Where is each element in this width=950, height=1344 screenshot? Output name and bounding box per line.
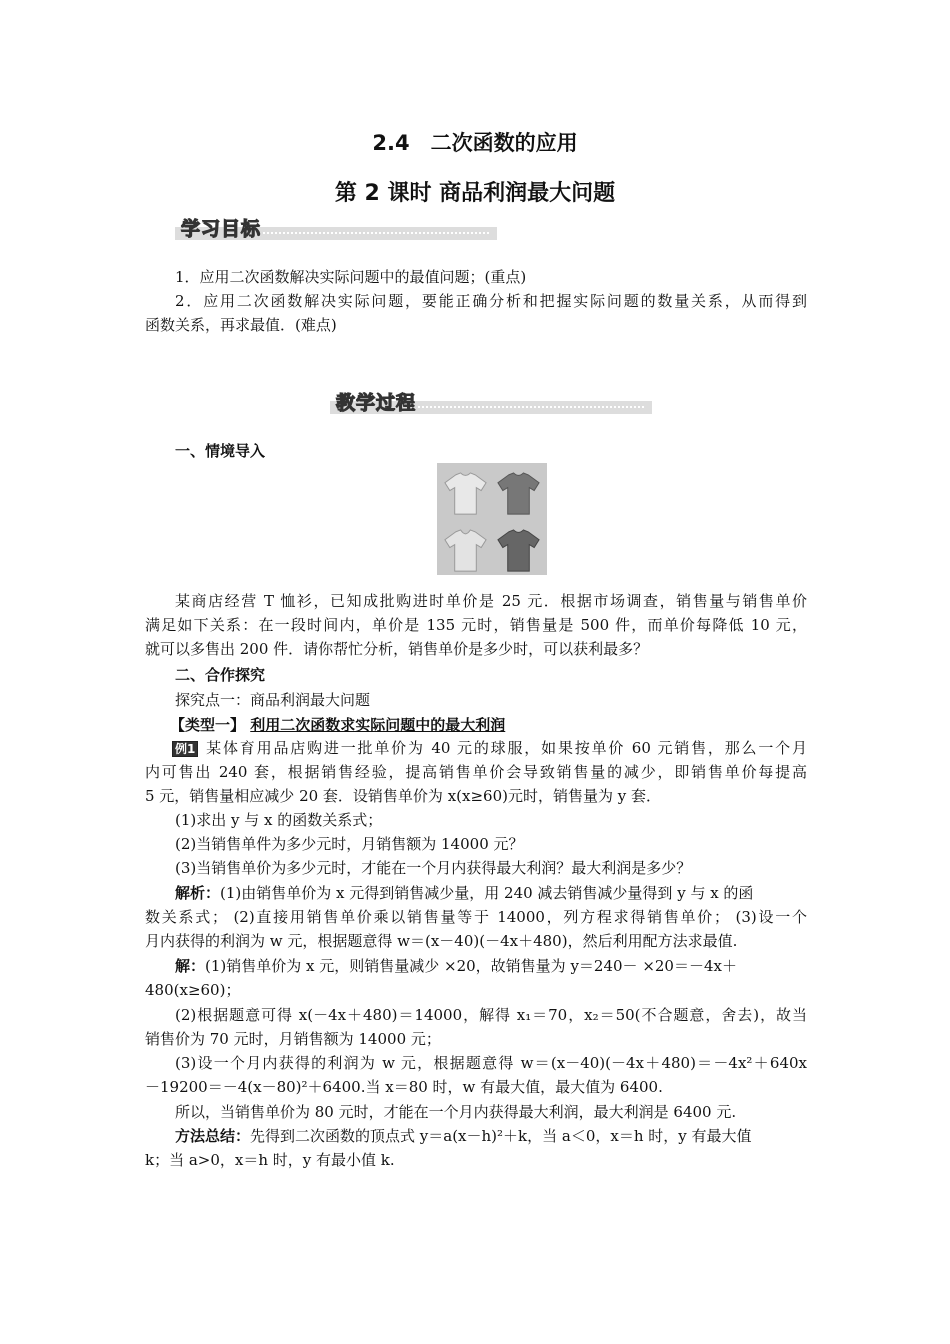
goal-1: 1．应用二次函数解决实际问题中的最值问题；(重点): [175, 268, 527, 286]
question-3: (3)当销售单价为多少元时，才能在一个月内获得最大利润？最大利润是多少？: [175, 859, 692, 877]
tshirt-light-icon: [441, 467, 490, 520]
tshirt-dark-icon: [494, 467, 543, 520]
process-banner-label: 教学过程: [336, 392, 417, 414]
goal-2: 2．应用二次函数解决实际问题，要能正确分析和把握实际问题的数量关系，从而得到: [175, 292, 807, 310]
solution-line: (3)设一个月内获得的利润为 w 元，根据题意得 w＝(x－40)(－4x＋480)＝－4x²＋640x: [175, 1054, 807, 1072]
type-title: 利用二次函数求实际问题中的最大利润: [250, 716, 506, 734]
question-1: (1)求出 y 与 x 的函数关系式；: [175, 811, 383, 829]
example-line: 5 元，销售量相应减少 20 套．设销售单价为 x(x≥60)元时，销售量为 y 套．: [145, 787, 661, 805]
solution-line: 销售价为 70 元时，月销售额为 14000 元；: [145, 1030, 441, 1048]
section-heading-explore: 二、合作探究: [175, 666, 266, 684]
solution-conclusion: 所以，当销售单价为 80 元时，才能在一个月内获得最大利润，最大利润是 6400 元.: [175, 1103, 737, 1121]
question-2: (2)当销售单件为多少元时，月销售额为 14000 元？: [175, 835, 524, 853]
summary-text: 先得到二次函数的顶点式 y＝a(x－h)²＋k，当 a＜0，x＝h 时，y 有最大值: [250, 1127, 752, 1145]
type-label: 【类型一】: [170, 716, 246, 734]
summary-line: k；当 a>0，x＝h 时，y 有最小值 k.: [145, 1151, 395, 1169]
solution-line: (2)根据题意可得 x(－4x＋480)＝14000，解得 x₁＝70，x₂＝50(不合题意，舍去)，故当: [175, 1006, 807, 1024]
analysis-line: 数关系式； (2)直接用销售单价乘以销售量等于 14000，列方程求得销售单价； (3)设一个: [145, 908, 807, 926]
banner-dots: [418, 406, 644, 408]
intro-line: 某商店经营 T 恤衫，已知成批购进时单价是 25 元．根据市场调查，销售量与销售单价: [175, 592, 807, 610]
tshirt-dark-icon: [494, 524, 543, 577]
lesson-title: 第 2 课时 商品利润最大问题: [334, 181, 616, 206]
summary-line: [175, 1126, 807, 1146]
goal-2-cont: 函数关系，再求最值．(难点): [145, 316, 337, 334]
summary-label: 方法总结：: [175, 1127, 251, 1145]
tshirt-light-icon: [441, 524, 490, 577]
solution-label: 解：: [175, 957, 206, 975]
goals-banner-label: 学习目标: [181, 218, 262, 240]
analysis-text: (1)由销售单价为 x 元得到销售减少量，用 240 减去销售减少量得到 y 与 x 的函: [220, 884, 754, 902]
intro-line: 就可以多售出 200 件．请你帮忙分析，销售单价是多少时，可以获利最多？: [145, 640, 649, 658]
example-badge: 例1: [172, 741, 198, 757]
explore-point: 探究点一：商品利润最大问题: [175, 691, 371, 709]
section-title: 2.4 二次函数的应用: [372, 131, 578, 155]
process-banner: [330, 392, 652, 414]
example-line: 内可售出 240 套，根据销售经验，提高销售单价会导致销售量的减少，即销售单价每提高: [145, 763, 807, 781]
solution-line: [175, 956, 807, 976]
section-heading-intro: 一、情境导入: [175, 442, 266, 460]
type-heading: [170, 715, 802, 735]
solution-line: 480(x≥60)；: [145, 981, 241, 999]
example-text: 某体育用品店购进一批单价为 40 元的球服，如果按单价 60 元销售，那么一个月: [204, 739, 807, 757]
banner-dots: [263, 232, 489, 234]
tshirts-image: [437, 463, 547, 575]
analysis-line: 月内获得的利润为 w 元，根据题意得 w＝(x－40)(－4x＋480)，然后利用配方法求最值.: [145, 932, 738, 950]
analysis-line: [175, 883, 807, 903]
example-line: [172, 738, 807, 758]
analysis-label: 解析：: [175, 884, 221, 902]
intro-line: 满足如下关系：在一段时间内，单价是 135 元时，销售量是 500 件，而单价每降低 10 元，: [145, 616, 807, 634]
solution-text: (1)销售单价为 x 元，则销售量减少 ×20，故销售量为 y＝240－ ×20＝－4x＋: [205, 957, 737, 975]
solution-line: －19200＝－4(x－80)²＋6400.当 x＝80 时，w 有最大值，最大值为 6400.: [145, 1078, 663, 1096]
goals-banner: [175, 218, 497, 240]
